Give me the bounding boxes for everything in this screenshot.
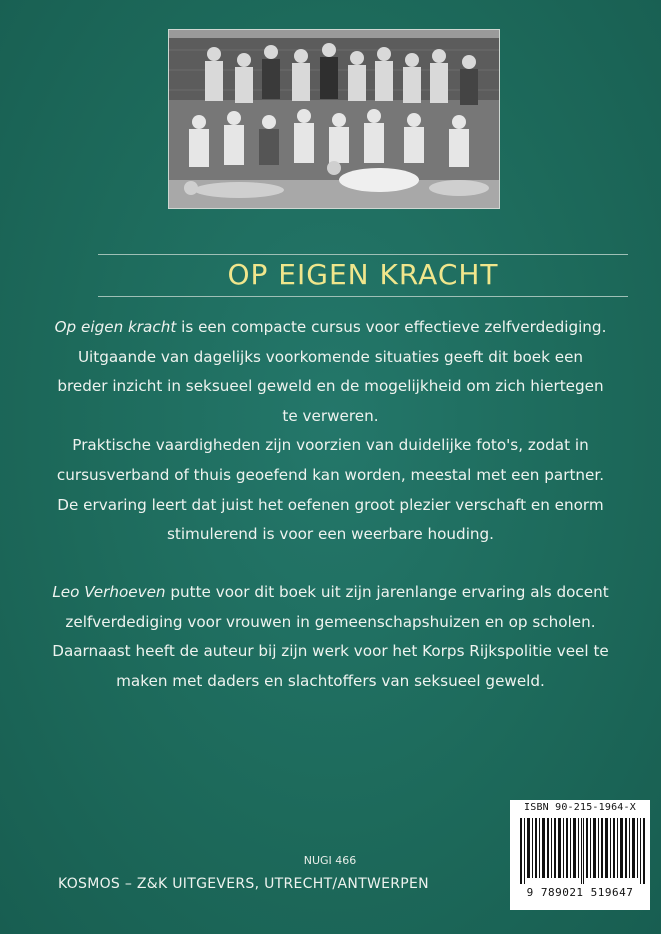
blurb-line: Praktische vaardigheden zijn voorzien van duidelijke foto's, zodat in	[72, 436, 589, 455]
blurb-line: Uitgaande van dagelijks voorkomende situaties geeft dit boek een	[77, 347, 584, 366]
nugi-code: NUGI 466	[303, 854, 357, 867]
blurb-line: Daarnaast heeft de auteur bij zijn werk voor het Korps Rijkspolitie veel te	[52, 642, 609, 661]
barcode-digits: 9 789021 519647	[526, 886, 634, 899]
blurb-line	[20, 578, 641, 608]
blurb-title-italic: Op eigen kracht	[54, 318, 177, 336]
blurb-paragraph-1	[20, 313, 641, 550]
book-title: OP EIGEN KRACHT	[227, 258, 499, 291]
isbn-label: ISBN 90-215-1964-X	[524, 802, 636, 813]
blurb-line	[20, 313, 641, 343]
blurb-line: breder inzicht in seksueel geweld en de mogelijkheid om zich hiertegen	[57, 377, 604, 396]
blurb-line-text: putte voor dit boek uit zijn jarenlange ervaring als docent	[165, 583, 609, 601]
title-rule-bottom	[98, 296, 628, 297]
publisher-line: KOSMOS – Z&K UITGEVERS, UTRECHT/ANTWERPEN	[58, 876, 429, 892]
blurb-paragraph-2	[20, 578, 641, 696]
barcode-icon	[520, 818, 648, 884]
isbn-barcode-box	[510, 800, 650, 910]
blurb-line: te verweren.	[282, 406, 379, 425]
blurb-line: zelfverdediging voor vrouwen in gemeenschapshuizen en op scholen.	[65, 612, 596, 631]
blurb-line: stimulerend is voor een weerbare houding.	[166, 525, 495, 544]
blurb-line-text: is een compacte cursus voor effectieve zelfverdediging.	[176, 318, 607, 336]
group-photo	[168, 29, 500, 209]
title-rule-top	[98, 254, 628, 255]
blurb-line: De ervaring leert dat juist het oefenen groot plezier verschaft en enorm	[57, 495, 604, 514]
author-name-italic: Leo Verhoeven	[52, 583, 166, 601]
blurb-line: cursusverband of thuis geoefend kan worden, meestal met een partner.	[56, 465, 605, 484]
blurb-line: maken met daders en slachtoffers van seksueel geweld.	[116, 671, 545, 690]
